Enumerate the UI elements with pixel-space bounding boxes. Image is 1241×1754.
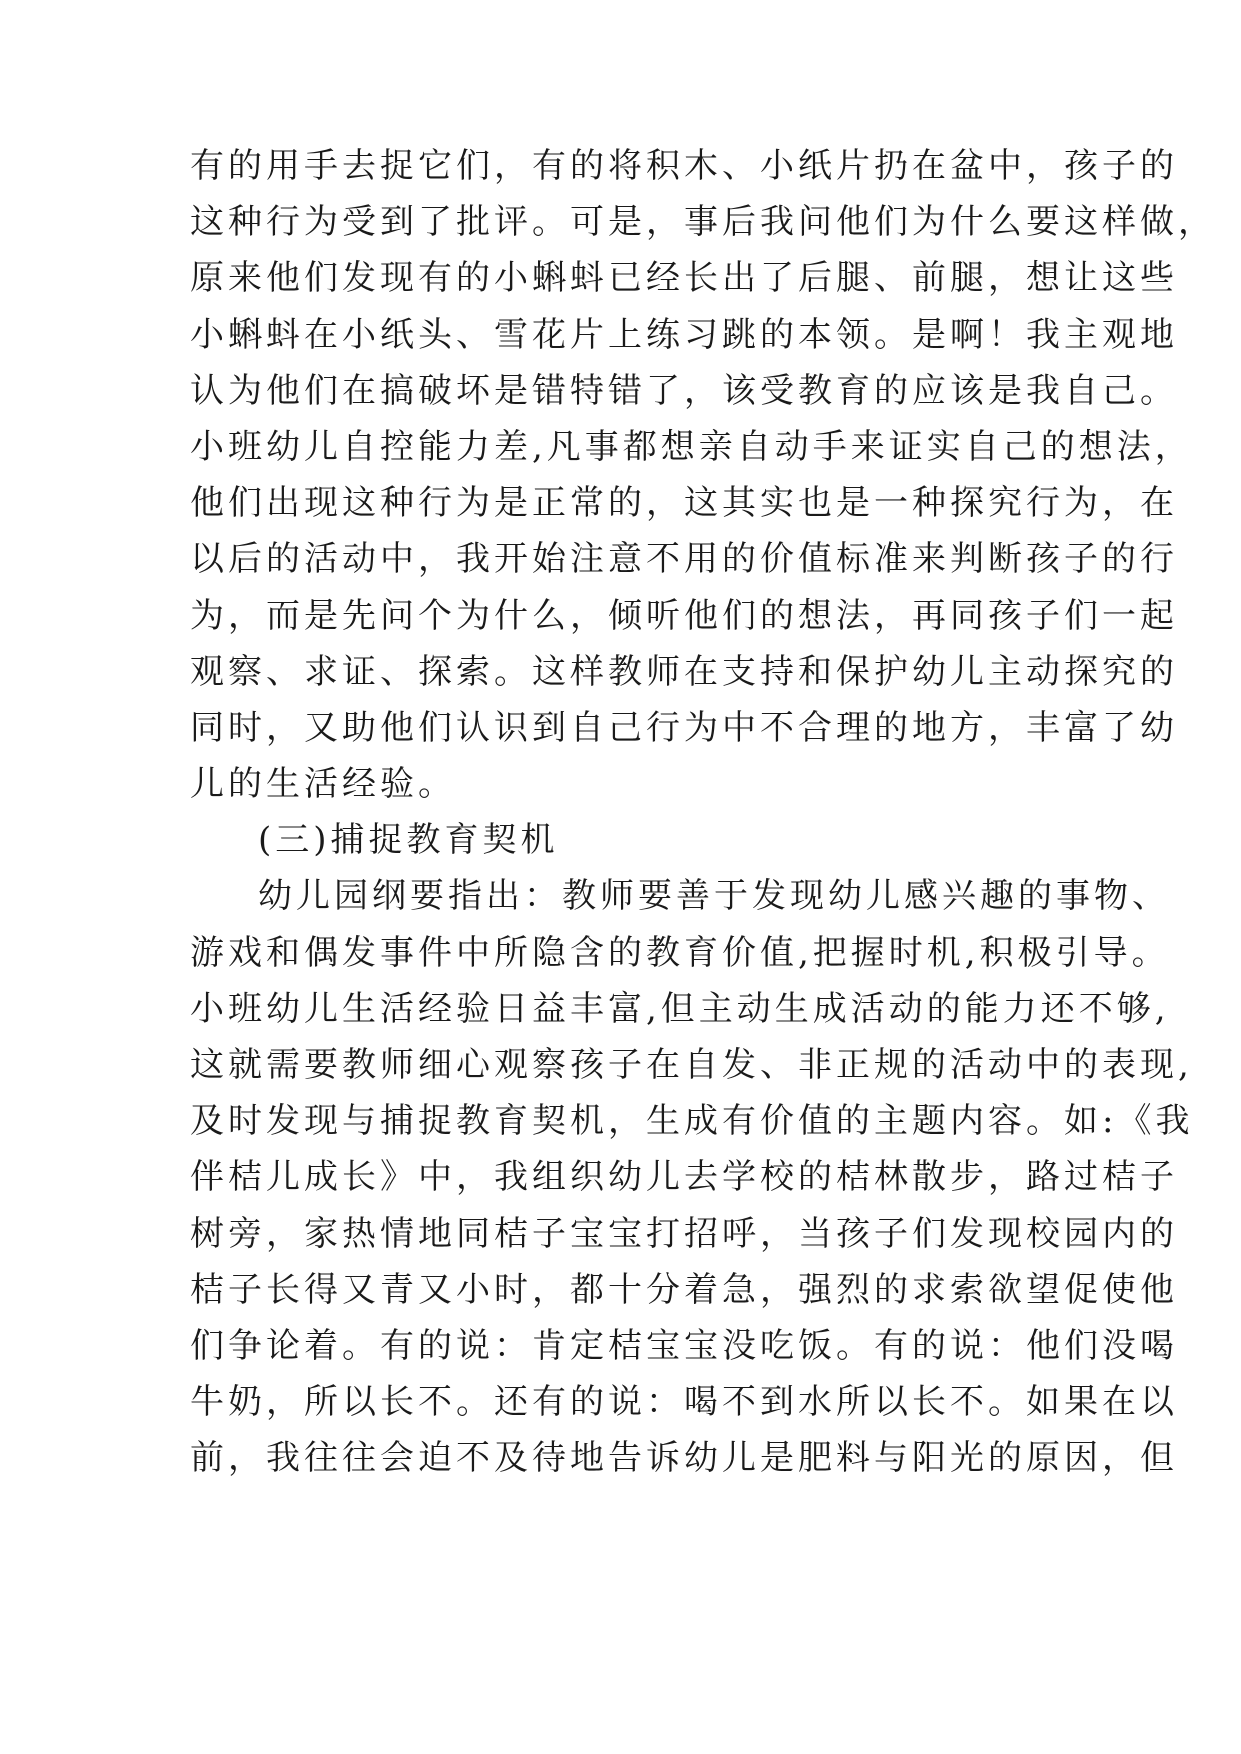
text-line: 树旁，家热情地同桔子宝宝打招呼，当孩子们发现校园内的: [190, 1213, 1178, 1254]
text-line: 儿的生活经验。: [190, 764, 456, 805]
text-line: 幼儿园纲要指出：教师要善于发现幼儿感兴趣的事物、: [258, 876, 1170, 917]
text-line: 为，而是先问个为什么，倾听他们的想法，再同孩子们一起: [190, 595, 1178, 636]
text-line: 这种行为受到了批评。可是，事后我问他们为什么要这样做，: [190, 202, 1216, 243]
text-line: 游戏和偶发事件中所隐含的教育价值,把握时机,积极引导。: [190, 932, 1170, 973]
text-line: 观察、求证、探索。这样教师在支持和保护幼儿主动探究的: [190, 651, 1178, 692]
text-line: 以后的活动中，我开始注意不用的价值标准来判断孩子的行: [190, 539, 1178, 580]
text-line: 有的用手去捉它们，有的将积木、小纸片扔在盆中，孩子的: [190, 146, 1178, 186]
text-line: 认为他们在搞破坏是错特错了，该受教育的应该是我自己。: [190, 370, 1178, 411]
body-text: [190, 138, 1216, 1487]
text-line: 他们出现这种行为是正常的，这其实也是一种探究行为，在: [190, 483, 1178, 524]
text-line: 这就需要教师细心观察孩子在自发、非正规的活动中的表现,: [190, 1045, 1193, 1085]
text-line: 们争论着。有的说：肯定桔宝宝没吃饭。有的说：他们没喝: [190, 1325, 1178, 1366]
text-line: 及时发现与捕捉教育契机，生成有价值的主题内容。如:《我: [190, 1101, 1194, 1142]
text-line: 小班幼儿生活经验日益丰富,但主动生成活动的能力还不够,: [190, 988, 1170, 1029]
text-line: 桔子长得又青又小时，都十分着急，强烈的求索欲望促使他: [190, 1269, 1178, 1310]
text-line: 小班幼儿自控能力差,凡事都想亲自动手来证实自己的想法，: [190, 426, 1193, 467]
text-line: 伴桔儿成长》中，我组织幼儿去学校的桔林散步，路过桔子: [190, 1157, 1178, 1198]
text-line: 原来他们发现有的小蝌蚪已经长出了后腿、前腿，想让这些: [190, 258, 1178, 299]
text-line: 同时，又助他们认识到自己行为中不合理的地方，丰富了幼: [190, 707, 1178, 748]
text-line: 小蝌蚪在小纸头、雪花片上练习跳的本领。是啊！我主观地: [190, 314, 1178, 355]
text-line: 前，我往往会迫不及待地告诉幼儿是肥料与阳光的原因，但: [190, 1438, 1178, 1479]
section-heading: (三)捕捉教育契机: [258, 820, 559, 861]
text-line: 牛奶，所以长不。还有的说：喝不到水所以长不。如果在以: [190, 1382, 1178, 1423]
